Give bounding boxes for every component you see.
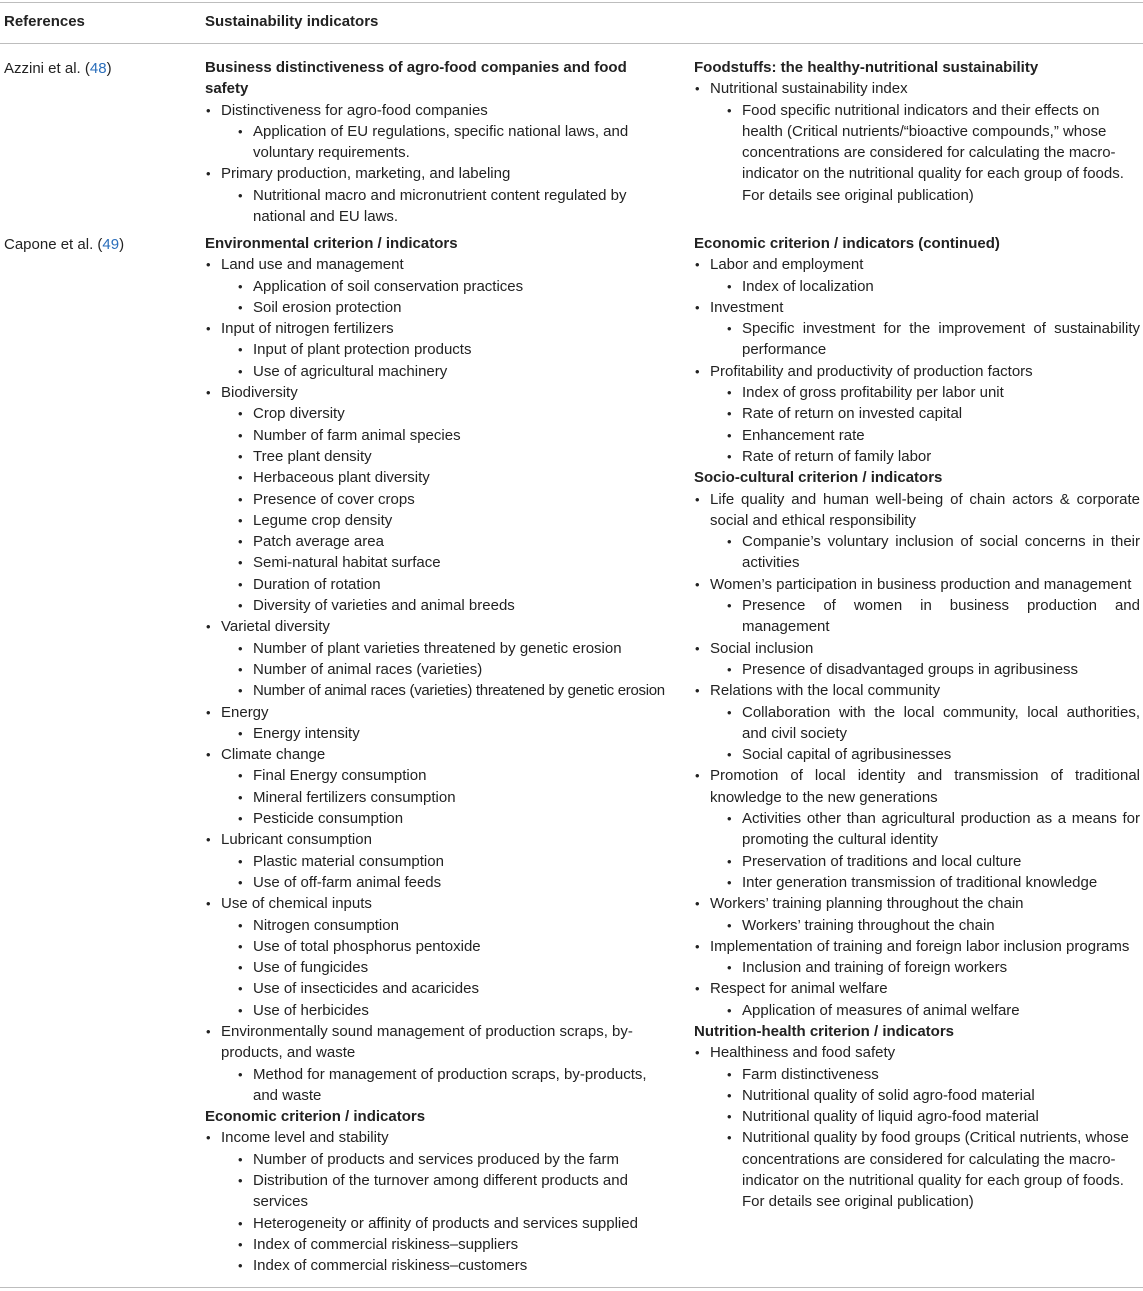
sub-indicator-item: • Inclusion and training of foreign workers: [694, 957, 1140, 978]
indicator-item: • Energy: [205, 702, 687, 723]
table-top-rule: [0, 2, 1143, 3]
sub-indicator-item: • Enhancement rate: [694, 425, 1140, 446]
sub-indicator-item: • Index of commercial riskiness–suppliers: [205, 1234, 687, 1255]
indicator-item: • Profitability and productivity of production factors: [694, 361, 1140, 382]
sub-indicator-item: • Presence of women in business production and management: [694, 595, 1140, 638]
sub-indicator-item: • Companie’s voluntary inclusion of social concerns in their activities: [694, 531, 1140, 574]
criterion-heading: Socio-cultural criterion / indicators: [694, 469, 943, 487]
sub-indicator-item: • Application of measures of animal welfare: [694, 1000, 1140, 1021]
indicator-item: • Climate change: [205, 744, 687, 765]
indicator-item: • Women’s participation in business production and management: [694, 574, 1140, 595]
sub-indicator-item: • Heterogeneity or affinity of products and services supplied: [205, 1213, 687, 1234]
sub-indicator-item: • Mineral fertilizers consumption: [205, 787, 687, 808]
sub-indicator-item: • Use of herbicides: [205, 1000, 687, 1021]
table-bottom-rule: [0, 1287, 1143, 1288]
criterion-heading: Environmental criterion / indicators: [205, 235, 458, 252]
header-sustainability-indicators: Sustainability indicators: [205, 13, 379, 30]
sub-indicator-item: • Number of farm animal species: [205, 425, 687, 446]
sub-indicator-item: • Duration of rotation: [205, 574, 687, 595]
sub-indicator-item: • Number of plant varieties threatened by genetic erosion: [205, 638, 687, 659]
sub-indicator-item: • Use of fungicides: [205, 957, 687, 978]
criterion-heading: Economic criterion / indicators (continued): [694, 235, 1000, 252]
criterion-heading: Foodstuffs: the healthy-nutritional sustainability: [694, 59, 1039, 76]
header-references: References: [4, 13, 85, 30]
reference-cell: [4, 60, 112, 77]
sub-indicator-item: • Activities other than agricultural production as a means for promoting the cultural identity: [694, 808, 1140, 851]
sub-indicator-item: • Nutritional macro and micronutrient content regulated by national and EU laws.: [205, 185, 630, 228]
sub-indicator-item: • Energy intensity: [205, 723, 687, 744]
sub-indicator-item: • Pesticide consumption: [205, 808, 687, 829]
sub-indicator-item: • Number of products and services produced by the farm: [205, 1149, 687, 1170]
sub-indicator-item: • Number of animal races (varieties) threatened by genetic erosion: [205, 680, 687, 701]
sub-indicator-item: • Index of commercial riskiness–customers: [205, 1255, 687, 1276]
sub-indicator-item: • Food specific nutritional indicators and their effects on health (Critical nutrients/“bioactive compounds,” whose concentrations are considered for calculating the macro-indicator on the nutritional quality for each group of foods. For details see original publication): [694, 100, 1139, 206]
sub-indicator-item: • Diversity of varieties and animal breeds: [205, 595, 687, 616]
reference-author: Azzini et al. (: [4, 60, 90, 77]
criterion-heading: Nutrition-health criterion / indicators: [694, 1022, 955, 1040]
indicator-item: • Investment: [694, 297, 1140, 318]
sub-indicator-item: • Use of off-farm animal feeds: [205, 872, 687, 893]
sub-indicator-item: • Plastic material consumption: [205, 851, 687, 872]
sub-indicator-item: • Inter generation transmission of traditional knowledge: [694, 872, 1140, 893]
indicator-item: • Varietal diversity: [205, 616, 687, 637]
indicator-item: • Lubricant consumption: [205, 829, 687, 850]
indicator-item: • Relations with the local community: [694, 680, 1140, 701]
sub-indicator-item: • Use of total phosphorus pentoxide: [205, 936, 687, 957]
sub-indicator-item: • Method for management of production scraps, by-products, and waste: [205, 1064, 663, 1107]
indicator-item: • Input of nitrogen fertilizers: [205, 318, 687, 339]
criterion-heading: Economic criterion / indicators: [205, 1108, 426, 1126]
indicator-item: • Distinctiveness for agro-food companies: [205, 100, 630, 121]
sub-indicator-item: • Farm distinctiveness: [694, 1064, 1140, 1085]
reference-citation-link[interactable]: 48: [89, 60, 107, 77]
sub-indicator-item: • Use of agricultural machinery: [205, 361, 687, 382]
indicator-item: • Nutritional sustainability index: [694, 78, 1139, 99]
sub-indicator-item: • Legume crop density: [205, 510, 687, 531]
indicator-item: • Implementation of training and foreign labor inclusion programs: [694, 936, 1140, 957]
sub-indicator-item: • Distribution of the turnover among different products and services: [205, 1170, 653, 1213]
sub-indicator-item: • Tree plant density: [205, 446, 687, 467]
sub-indicator-item: • Rate of return on invested capital: [694, 403, 1140, 424]
sub-indicator-item: • Soil erosion protection: [205, 297, 687, 318]
indicator-item: • Environmentally sound management of production scraps, by-products, and waste: [205, 1021, 641, 1064]
indicator-item: • Promotion of local identity and transmission of traditional knowledge to the new generations: [694, 765, 1140, 808]
header-rule: [0, 43, 1143, 44]
indicator-item: • Land use and management: [205, 254, 687, 275]
sub-indicator-item: • Specific investment for the improvement of sustainability performance: [694, 318, 1140, 361]
sub-indicator-item: • Herbaceous plant diversity: [205, 467, 687, 488]
sub-indicator-item: • Patch average area: [205, 531, 687, 552]
sub-indicator-item: • Presence of disadvantaged groups in agribusiness: [694, 659, 1140, 680]
sub-indicator-item: • Nutritional quality of liquid agro-food material: [694, 1106, 1140, 1127]
indicator-item: • Respect for animal welfare: [694, 978, 1140, 999]
indicator-column-left: [205, 57, 630, 227]
reference-close: ): [106, 60, 112, 77]
sub-indicator-item: • Rate of return of family labor: [694, 446, 1140, 467]
indicator-item: • Healthiness and food safety: [694, 1042, 1140, 1063]
sub-indicator-item: • Collaboration with the local community, local authorities, and civil society: [694, 702, 1140, 745]
sub-indicator-item: • Use of insecticides and acaricides: [205, 978, 687, 999]
sub-indicator-item: • Number of animal races (varieties): [205, 659, 687, 680]
sub-indicator-item: • Application of EU regulations, specific national laws, and voluntary requirements.: [205, 121, 630, 164]
sub-indicator-item: • Nutritional quality of solid agro-food material: [694, 1085, 1140, 1106]
sub-indicator-item: • Nutritional quality by food groups (Critical nutrients, whose concentrations are considered for calculating the macro-indicator on the nutritional quality for each group of foods. For details see original publication): [694, 1127, 1140, 1212]
sub-indicator-item: • Presence of cover crops: [205, 489, 687, 510]
indicator-item: • Life quality and human well-being of chain actors & corporate social and ethical responsibility: [694, 489, 1140, 532]
sub-indicator-item: • Input of plant protection products: [205, 339, 687, 360]
indicator-item: • Workers’ training planning throughout the chain: [694, 893, 1140, 914]
indicator-item: • Biodiversity: [205, 382, 687, 403]
sub-indicator-item: • Index of gross profitability per labor unit: [694, 382, 1140, 403]
indicator-item: • Social inclusion: [694, 638, 1140, 659]
indicator-item: • Use of chemical inputs: [205, 893, 687, 914]
reference-citation-link[interactable]: 49: [102, 236, 120, 253]
sub-indicator-item: • Preservation of traditions and local culture: [694, 851, 1140, 872]
sub-indicator-item: • Crop diversity: [205, 403, 687, 424]
sub-indicator-item: • Workers’ training throughout the chain: [694, 915, 1140, 936]
sub-indicator-item: • Final Energy consumption: [205, 765, 687, 786]
sub-indicator-item: • Semi-natural habitat surface: [205, 552, 687, 573]
criterion-heading: Business distinctiveness of agro-food companies and food safety: [205, 59, 627, 98]
sub-indicator-item: • Index of localization: [694, 276, 1140, 297]
indicator-item: • Labor and employment: [694, 254, 1140, 275]
reference-cell: [4, 236, 124, 253]
indicator-item: • Primary production, marketing, and labeling: [205, 163, 630, 184]
reference-author: Capone et al. (: [4, 236, 103, 253]
sub-indicator-item: • Social capital of agribusinesses: [694, 744, 1140, 765]
reference-close: ): [119, 236, 125, 253]
indicator-item: • Income level and stability: [205, 1127, 687, 1148]
indicator-column-left: [205, 233, 687, 1277]
sub-indicator-item: • Nitrogen consumption: [205, 915, 687, 936]
indicator-column-right: [694, 57, 1139, 206]
indicator-column-right: [694, 233, 1140, 1213]
sub-indicator-item: • Application of soil conservation practices: [205, 276, 687, 297]
